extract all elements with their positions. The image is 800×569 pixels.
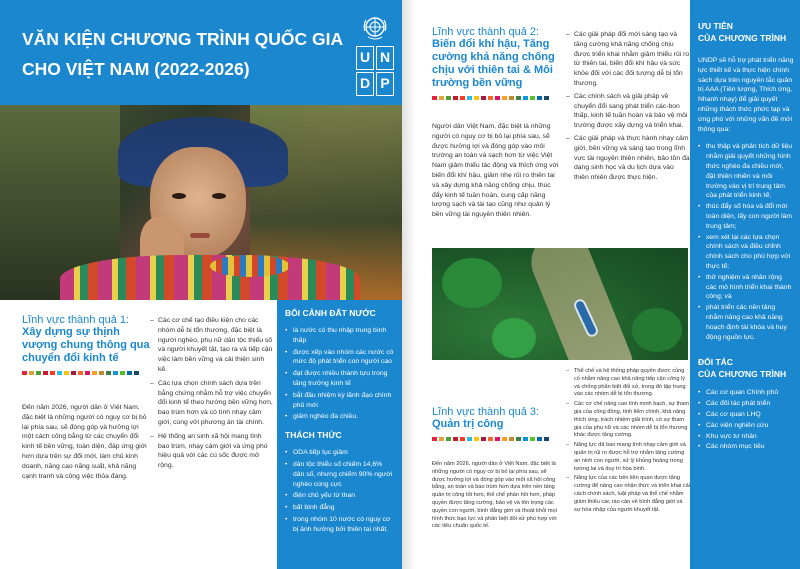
sdg-color-swatch <box>481 96 486 100</box>
sdg-color-swatch <box>134 371 139 375</box>
context-item: • đạt được nhiều thành tựu trong tăng trưởng kinh tế <box>285 369 394 389</box>
sdg-color-swatch <box>544 96 549 100</box>
goal-1-body: Đến năm 2026, người dân ở Việt Nam, đặc biệt là những người có nguy cơ bị bỏ lại phía sau, sẽ đóng góp và hưởng lợi một cách công bằng từ các chuyển đổi kinh tế bền vững, toàn diện, đáp ứng giới hơn dựa trên sự đổi mới, làm chủ kinh doanh, năng cao năng suất, khả năng cạnh tranh và công việc thỏa đáng. <box>22 404 147 480</box>
right-page <box>402 0 800 569</box>
challenge-item: • trong nhóm 10 nước có nguy cơ bị ảnh hưởng bởi thiên tai nhất. <box>285 515 394 535</box>
goal-2-output: – Các chính sách và giải pháp về chuyển đổi sang phát triển các-bon thấp, kinh tế tuần hoàn và bảo vệ môi trường được xây dựng và triển khai. <box>566 92 690 131</box>
title-line-2: CHO VIỆT NAM (2022-2026) <box>22 59 250 79</box>
priority-item: • xem xét lại các lựa chọn chính sách và điều chỉnh chính sách cho phù hợp với thực tế; <box>698 233 794 272</box>
goal-2-label: Lĩnh vực thành quả 2: <box>432 26 540 38</box>
sdg-color-swatch <box>29 371 34 375</box>
partners-heading-line-1: ĐỐI TÁC <box>698 357 733 368</box>
goal-3-output: – Các cơ chế nâng cao tính minh bạch, sự tham gia của công đồng, tính liêm chính, khả năng thích ứng, trách nhiệm giải trình, có sự tham gia của phụ nữ và các nhóm dễ bị tổn thương khác được tăng cường. <box>566 401 690 440</box>
sdg-color-strip <box>432 437 560 441</box>
sdg-color-swatch <box>432 96 437 100</box>
priorities-heading-line-2: CỦA CHƯƠNG TRÌNH <box>698 33 787 43</box>
goal-2-body: Người dân Việt Nam, đặc biệt là những người có nguy cơ bị bỏ lại phía sau, sẽ được hưởng lợi và đóng góp vào môi trường an toàn và sạch hơn từ việc Việt Nam giảm thiểu tác động và thích ứng với biến đổi khí hậu, giảm nhẹ rủi ro thiên tai và xây dựng khả năng chống chịu, thúc đẩy kinh tế tuần hoàn, cung cấp năng lượng sạch và tài tạo cũng như quản lý bền vững tài nguyên thiên nhiên. <box>432 123 559 219</box>
goal-2-outputs <box>566 30 690 186</box>
sdg-color-swatch <box>78 371 83 375</box>
sdg-color-swatch <box>516 437 521 441</box>
partners-heading <box>698 356 794 380</box>
sdg-color-swatch <box>85 371 90 375</box>
sdg-color-swatch <box>530 96 535 100</box>
logo-letter-d: D <box>356 72 374 96</box>
sdg-color-swatch <box>474 96 479 100</box>
sdg-color-swatch <box>488 437 493 441</box>
goal-3-output: – Thể chế và hệ thống pháp quyền được củng cố nhằm nâng cao khả năng tiếp cận công lý và chống phân biệt đối xử, trong đó tập trung vào các nhóm dễ bị tổn thương. <box>566 368 690 399</box>
goal-1-output: – Hệ thống an sinh xã hội mang tính bao trùm, nhạy cảm giới và ứng phó hiệu quả với các cú sốc được mở rộng. <box>150 432 274 471</box>
goal-1-title: Xây dựng sự thịnh vượng chung thông qua chuyển đổi kinh tế <box>22 326 150 364</box>
challenge-item: • bất bình đẳng <box>285 503 394 513</box>
sdg-color-swatch <box>502 96 507 100</box>
priorities-intro: UNDP sẽ hỗ trợ phát triển năng lực thiết kế và thực hiện chính sách dựa trên nguyên tắc quản trị AAA (Tiên lượng, Thích ứng, Nhanh nhạy) để giải quyết những thách thức phức tạp và ứng phó với những vấn đề mới thông qua: <box>698 57 794 133</box>
partner-item: • Các đối tác phát triển <box>698 399 794 409</box>
goal-2-output: – Các giải pháp đổi mới sáng tạo và tăng cường khả năng chống chịu được triển khai nhằm giảm thiểu rủi ro từ thiên tai, biến đổi khí hậu và sức khỏe đối với các đối tượng dễ bị tổn thương. <box>566 30 690 89</box>
goal-3-label: Lĩnh vực thành quả 3: <box>432 406 540 418</box>
sdg-color-swatch <box>467 96 472 100</box>
sdg-color-swatch <box>495 96 500 100</box>
partner-item: • Các viện nghiên cứu <box>698 421 794 431</box>
priorities-panel <box>690 0 800 569</box>
sdg-color-swatch <box>530 437 535 441</box>
priority-item: • thúc đẩy số hóa và đổi mới toàn diện, lấy con người làm trung tâm; <box>698 202 794 231</box>
context-item: • bắt đầu nhiệm kỳ lãnh đạo chính phủ mới <box>285 391 394 411</box>
sdg-color-swatch <box>446 96 451 100</box>
partners-heading-line-2: CỦA CHƯƠNG TRÌNH <box>698 369 787 380</box>
context-item: • giảm nghèo đa chiều. <box>285 412 394 422</box>
left-body <box>0 300 402 569</box>
priority-item: • thu thập và phân tích dữ liệu nhằm giải quyết những hình thức nghèo đa chiều mới, đặt thiên nhiên và môi trường vào vị trí trung tâm của phát triển kinh tế; <box>698 142 794 201</box>
sdg-color-swatch <box>509 437 514 441</box>
sdg-color-swatch <box>92 371 97 375</box>
challenge-item: • điện chủ yếu từ than <box>285 491 394 501</box>
context-heading: BỐI CẢNH ĐẤT NƯỚC <box>285 308 376 318</box>
sdg-color-swatch <box>467 437 472 441</box>
sdg-color-swatch <box>523 437 528 441</box>
sdg-color-swatch <box>446 437 451 441</box>
sdg-color-swatch <box>99 371 104 375</box>
sdg-color-swatch <box>120 371 125 375</box>
sdg-color-swatch <box>453 437 458 441</box>
sdg-color-swatch <box>523 96 528 100</box>
sdg-color-swatch <box>502 437 507 441</box>
priorities-heading <box>698 20 794 44</box>
sdg-color-swatch <box>509 96 514 100</box>
goal-2-output: – Các giải pháp và thực hành nhạy cảm giới, bền vững và sáng tạo trong lĩnh vực tài nguyên thiên nhiên, bảo tồn đa dạng sinh học và du lịch dựa vào thiên nhiên được thực hiện. <box>566 134 690 183</box>
partner-item: • Các cơ quan Chính phủ <box>698 388 794 398</box>
sdg-color-swatch <box>113 371 118 375</box>
logo-letter-u: U <box>356 46 374 70</box>
goal-2-title: Biến đổi khí hậu, Tăng cường khả năng chống chịu với thiên tai & Môi trường bền vững <box>432 38 555 89</box>
sdg-color-swatch <box>106 371 111 375</box>
priority-item: • thử nghiệm và nhân rộng các mô hình triển khai thành công; và <box>698 273 794 302</box>
aerial-river-photo <box>432 248 688 360</box>
title-line-1: VĂN KIỆN CHƯƠNG TRÌNH QUỐC GIA <box>22 29 344 49</box>
goal-3-output: – Năng lực của các bên liên quan được tăng cường để nâng cao nhận thức và triển khai cải cách chính sách, luật pháp và thể chế nhằm giảm thiểu các rào cản về bình đẳng giới và sự hòa nhập của người khuyết tật. <box>566 475 690 514</box>
sdg-color-swatch <box>544 437 549 441</box>
sdg-color-swatch <box>50 371 55 375</box>
sdg-color-swatch <box>439 96 444 100</box>
goal-1-output: – Các cơ chế tạo điều kiện cho các nhóm dễ bị tổn thương, đặc biệt là người nghèo, phụ nữ dân tộc thiểu số và người khuyết tật, tạo ra và tiếp cận việc làm bền vững và cải thiện sinh kế. <box>150 316 274 375</box>
goal-1-outputs <box>150 316 274 475</box>
challenge-item: • ODA tiếp tục giảm <box>285 448 394 458</box>
sdg-color-strip <box>432 96 560 100</box>
sdg-color-swatch <box>57 371 62 375</box>
partner-item: • Khu vực tư nhân <box>698 432 794 442</box>
partner-item: • Các nhóm mục tiêu <box>698 442 794 452</box>
goal-1-section <box>22 314 150 481</box>
sdg-color-swatch <box>36 371 41 375</box>
sdg-color-swatch <box>474 437 479 441</box>
sdg-color-swatch <box>453 96 458 100</box>
cover-photo-girl <box>0 105 402 300</box>
un-emblem-icon <box>356 14 394 42</box>
sdg-color-swatch <box>22 371 27 375</box>
sdg-color-swatch <box>495 437 500 441</box>
sdg-color-swatch <box>537 437 542 441</box>
goal-1-output: – Các lựa chọn chính sách dựa trên bằng chứng nhằm hỗ trợ việc chuyển đổi kinh tế theo hướng bền vững hơn, bao trùm hơn và có tính nhạy cảm giới, cùng với phương án tài chính. <box>150 379 274 428</box>
sdg-color-swatch <box>432 437 437 441</box>
goal-3-section <box>432 406 560 531</box>
sdg-color-swatch <box>43 371 48 375</box>
sdg-color-swatch <box>537 96 542 100</box>
goal-3-outputs <box>566 368 690 516</box>
logo-letter-n: N <box>376 46 394 70</box>
context-item: • là nước có thu nhập trung bình thấp <box>285 326 394 346</box>
context-item: • được xếp vào nhóm các nước có mức độ phát triển con người cao <box>285 348 394 368</box>
goal-2-section <box>432 26 560 220</box>
sdg-color-swatch <box>488 96 493 100</box>
goal-3-output: – Năng lực đã bao mang tính nhạy cảm giới và quản trị rủi ro được hỗ trợ nhằm tăng cường an ninh con người, xử lý khủng hoảng trong tương lai và duy trì hòa bình. <box>566 442 690 473</box>
sdg-color-swatch <box>71 371 76 375</box>
sdg-color-swatch <box>516 96 521 100</box>
sdg-color-swatch <box>460 96 465 100</box>
challenge-item: • dân tộc thiểu số chiếm 14,6% dân số, nhưng chiếm 90% người nghèo cùng cực <box>285 460 394 489</box>
challenges-heading: THÁCH THỨC <box>285 430 342 441</box>
partner-item: • Các cơ quan LHQ <box>698 410 794 420</box>
priorities-heading-line-1: ƯU TIÊN <box>698 21 733 31</box>
document-title <box>22 24 352 84</box>
sdg-color-swatch <box>481 437 486 441</box>
title-banner <box>0 0 402 105</box>
sdg-color-swatch <box>127 371 132 375</box>
undp-logo <box>356 14 394 98</box>
sdg-color-strip <box>22 371 150 375</box>
logo-letter-p: P <box>376 72 394 96</box>
country-context-panel <box>277 300 402 569</box>
sdg-color-swatch <box>460 437 465 441</box>
sdg-color-swatch <box>439 437 444 441</box>
goal-1-label: Lĩnh vực thành quả 1: <box>22 314 130 326</box>
goal-3-title: Quản trị công <box>432 418 504 430</box>
priority-item: • phát triển các nền tảng nhằm nâng cao khả năng hoạch định tài khóa và huy động nguồn lực. <box>698 303 794 342</box>
goal-3-body: Đến năm 2026, người dân ở Việt Nam, đặc biệt là những người có nguy cơ bị bỏ lại phía sau, sẽ được hưởng lợi và đóng góp vào một xã hội công bằng, an toàn và bao trùm hơn dựa trên nền tảng quản trị công tốt hơn, thể chế phản hồi hơn, pháp quyền được tăng cường, bảo vệ và tôn trọng các quyền con người, bình đẳng giới và thoát khỏi mọi hình thức bạo lực và phân biệt đối xử phù hợp với các tiêu chuẩn quốc tế. <box>432 461 557 530</box>
sdg-color-swatch <box>64 371 69 375</box>
